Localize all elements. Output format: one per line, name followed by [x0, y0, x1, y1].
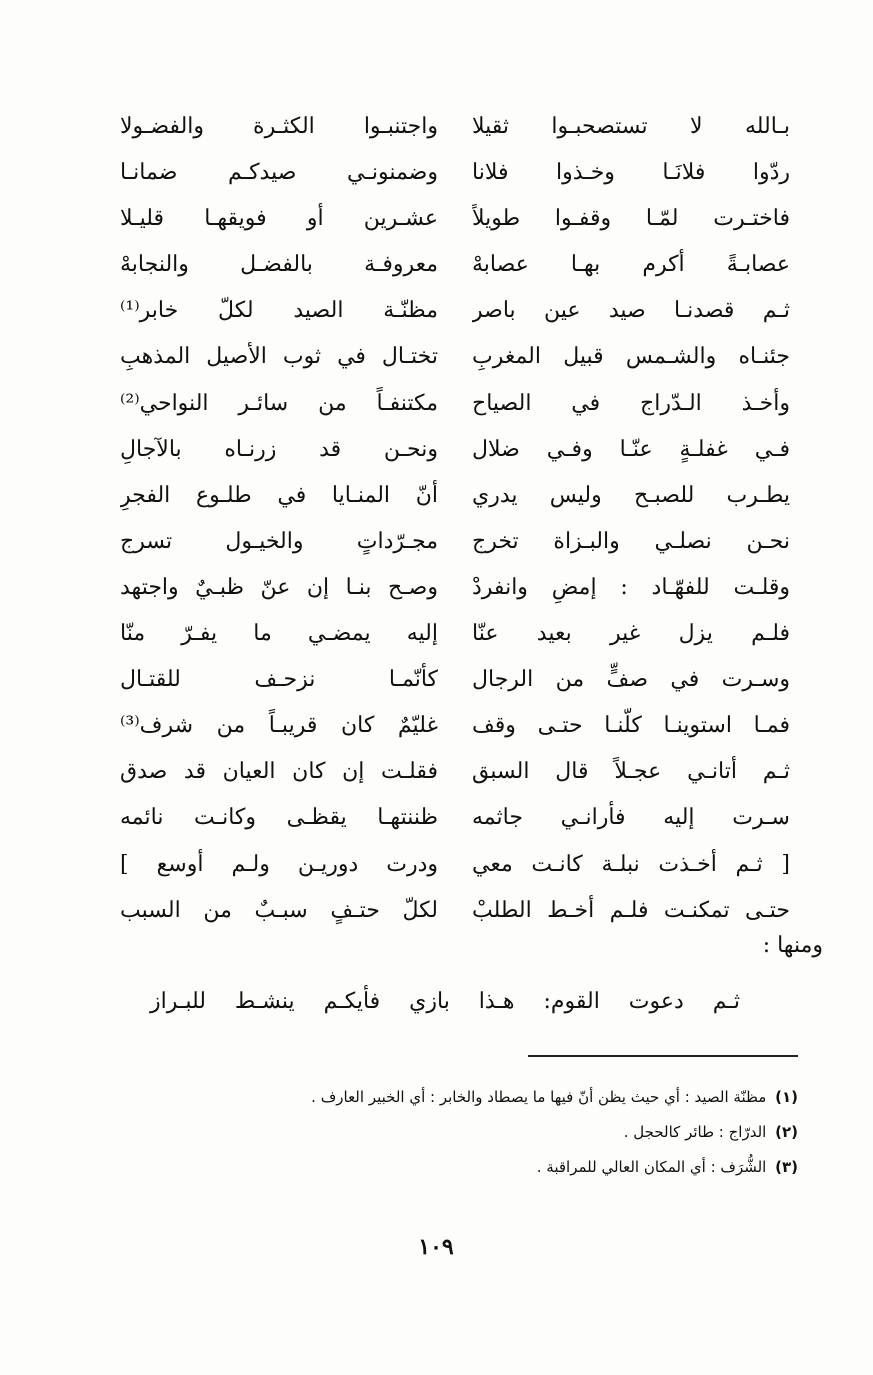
left-column	[120, 104, 438, 934]
verse-line: كأنّمـا نزحـف للقتـال	[120, 667, 438, 693]
footnote	[238, 1115, 798, 1150]
section-label: ومنها :	[762, 933, 823, 958]
verse-line: وصـح بنـا إن عنّ ظبـيٌ واجتهد	[120, 574, 438, 600]
verse-line: أنّ المنـايا في طلـوع الفجرِ	[120, 482, 438, 508]
verse-line: يطـرب للصبـح وليس يدري	[472, 482, 790, 508]
verse-line: فلـم يزل غير بعيد عنّا	[472, 621, 790, 647]
final-verse: ثـم دعوت القوم: هـذا بازي فأيكـم ينشـط للبـراز	[150, 989, 740, 1014]
verse-line: فمـا استوينـا كلّنـا حتـى وقف	[472, 713, 790, 739]
verse-line: غليّمٌ كان قريبـاً من شرف⁽³⁾	[120, 713, 438, 739]
verse-line: جئنـاه والشـمس قبيل المغربِ	[472, 344, 790, 370]
verse-line: ودرت دوريـن ولـم أوسع ]	[120, 851, 438, 877]
verse-line: فاختـرت لمّـا وقفـوا طويلاً	[472, 206, 790, 232]
verse-line: لكلّ حتـفٍ سبـبٌ من السبب	[120, 897, 438, 923]
verse-line: واجتنبـوا الكثـرة والفضـولا	[120, 114, 438, 139]
verse-line: ظننتهـا يقظـى وكانـت نائمه	[120, 805, 438, 831]
verse-line: ثـم قصدنـا صيد عين باصر	[472, 298, 790, 324]
verse-line: عصابـةً أكرم بهـا عصابهْ	[472, 252, 790, 278]
verse-line: وسـرت في صفٍّ من الرجال	[472, 667, 790, 693]
verse-line: ونحـن قد زرنـاه بالآجالِ	[120, 436, 438, 462]
footnote-divider	[528, 1055, 798, 1057]
footnote	[238, 1080, 798, 1115]
verse-line: وقلـت للفهّـاد : إمضِ وانفردْ	[472, 574, 790, 600]
verse-line: وضمنونـي صيدكـم ضمانـا	[120, 160, 438, 186]
verse-line: تختـال في ثوب الأصيل المذهبِ	[120, 344, 438, 370]
footnote-text: الدرّاج : طائر كالحجل .	[623, 1123, 767, 1141]
footnote-number: (٣)	[775, 1158, 798, 1176]
verse-line: فقلـت إن كان العيان قد صدق	[120, 759, 438, 785]
verse-line: مظنّـة الصيد لكلّ خابر⁽¹⁾	[120, 298, 438, 324]
page-number: ١٠٩	[418, 1234, 454, 1260]
verse-line: إليه يمضـي ما يفـرّ منّا	[120, 621, 438, 647]
verse-line: مكتنفـاً من سائـر النواحي⁽²⁾	[120, 390, 438, 416]
verse-line: بـالله لا تستصحبـوا ثقيلا	[472, 114, 790, 139]
footnotes	[238, 1080, 798, 1185]
footnote	[238, 1150, 798, 1185]
footnote-number: (١)	[775, 1088, 798, 1106]
right-column	[472, 104, 790, 934]
footnote-number: (٢)	[775, 1123, 798, 1141]
verse-line: ثـم أتانـي عجـلاً قال السبق	[472, 759, 790, 785]
verse-line: سـرت إليه فأرانـي جاثمه	[472, 805, 790, 831]
verse-line: وأخـذ الـدّراج في الصياح	[472, 390, 790, 416]
footnote-text: مظنّة الصيد : أي حيث يظن أنّ فيها ما يصطاد والخابر : أي الخبير العارف .	[311, 1088, 767, 1106]
verse-line: معروفـة بالفضـل والنجابهْ	[120, 252, 438, 278]
verse-line: حتـى تمكنـت فلـم أخـط الطلبْ	[472, 897, 790, 923]
footnote-text: الشُّرَف : أي المكان العالي للمراقبة .	[536, 1158, 767, 1176]
verse-line: نحـن نصلـي والبـزاة تخرج	[472, 528, 790, 554]
verse-line: عشـرين أو فويقهـا قليـلا	[120, 206, 438, 232]
verse-line: فـي غفلـةٍ عنّـا وفـي ضلال	[472, 436, 790, 462]
verse-line: [ ثـم أخـذت نبلـة كانـت معي	[472, 851, 790, 877]
verse-line: مجـرّداتٍ والخيـول تسرج	[120, 528, 438, 554]
poem-verses	[120, 104, 790, 923]
verse-line: ردّوا فلانَـا وخـذوا فلانا	[472, 160, 790, 186]
